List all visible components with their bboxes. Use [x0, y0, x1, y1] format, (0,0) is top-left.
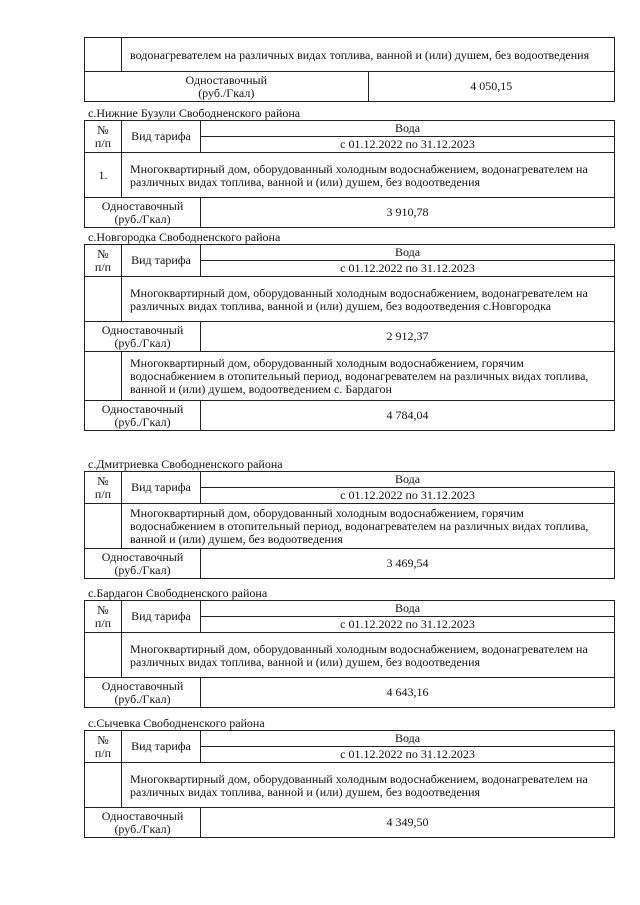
period-header: с 01.12.2022 по 31.12.2023	[201, 747, 615, 763]
tariff-value: 4 349,50	[201, 808, 615, 838]
number-header	[85, 601, 122, 633]
section-bardagon	[84, 586, 615, 708]
tariff-table	[84, 730, 615, 838]
period-header: с 01.12.2022 по 31.12.2023	[201, 488, 615, 504]
rate-label-text: Одноставочный (руб./Гкал)	[101, 808, 184, 836]
rate-label-text: Одноставочный (руб./Гкал)	[101, 401, 184, 429]
period-header: с 01.12.2022 по 31.12.2023	[201, 261, 615, 277]
consumer-description: Многоквартирный дом, оборудованный холодным водоснабжением, горячим водоснабжением в отопительный период, водонагревателем на различных видах топлива, ванной и (или) душем, без водоотведения	[122, 504, 615, 549]
row-number	[85, 763, 122, 808]
tariff-type-header: Вид тарифа	[122, 601, 201, 633]
rate-label	[85, 198, 201, 228]
section-caption: с.Новгородка Свободненского района	[88, 230, 281, 244]
consumer-description: Многоквартирный дом, оборудованный холодным водоснабжением, горячим водоснабжением в отопительный период, водонагревателем на различных видах топлива, ванной и (или) душем, водоотведением с. Бардагон	[122, 352, 615, 401]
tariff-type-header: Вид тарифа	[122, 472, 201, 504]
period-header: с 01.12.2022 по 31.12.2023	[201, 617, 615, 633]
tariff-type-header: Вид тарифа	[122, 245, 201, 277]
rate-label-text: Одноставочный (руб./Гкал)	[101, 678, 184, 706]
rate-label	[85, 401, 201, 431]
tariff-table	[84, 244, 615, 431]
consumer-description: Многоквартирный дом, оборудованный холодным водоснабжением, водонагревателем на различных видах топлива, ванной и (или) душем, без водоотведения	[122, 153, 615, 198]
tariff-type-header: Вид тарифа	[122, 121, 201, 153]
section-novgorodka	[84, 230, 615, 431]
number-header-text: № п/п	[94, 602, 112, 630]
resource-header: Вода	[201, 601, 615, 617]
resource-header: Вода	[201, 472, 615, 488]
tariff-table	[84, 120, 615, 228]
section-caption: с.Бардагон Свободненского района	[88, 586, 268, 600]
number-header	[85, 472, 122, 504]
row-number	[85, 277, 122, 322]
rate-label-text: Одноставочный (руб./Гкал)	[101, 198, 184, 226]
row-number: 1.	[85, 153, 122, 198]
continuation-table-block	[84, 37, 615, 102]
number-header	[85, 121, 122, 153]
period-header: с 01.12.2022 по 31.12.2023	[201, 137, 615, 153]
section-sychevka	[84, 716, 615, 838]
rate-label	[85, 322, 201, 352]
rate-label	[85, 72, 369, 102]
number-header-text: № п/п	[94, 246, 112, 274]
section-caption: с.Сычевка Свободненского района	[88, 716, 265, 730]
number-header-text: № п/п	[94, 473, 112, 501]
number-header-text: № п/п	[94, 732, 112, 760]
consumer-description: Многоквартирный дом, оборудованный холодным водоснабжением, водонагревателем на различных видах топлива, ванной и (или) душем, без водоотведения	[122, 633, 615, 678]
number-cell	[85, 38, 122, 72]
rate-label-text: Одноставочный (руб./Гкал)	[101, 549, 184, 577]
number-header	[85, 245, 122, 277]
row-number	[85, 352, 122, 401]
row-number	[85, 504, 122, 549]
rate-label-text: Одноставочный (руб./Гкал)	[185, 72, 268, 100]
tariff-value: 4 784,04	[201, 401, 615, 431]
section-caption: с.Дмитриевка Свободненского района	[88, 457, 283, 471]
rate-label	[85, 549, 201, 579]
tariff-table	[84, 471, 615, 579]
row-number	[85, 633, 122, 678]
number-header	[85, 731, 122, 763]
rate-label	[85, 808, 201, 838]
tariff-value: 3 469,54	[201, 549, 615, 579]
consumer-description: Многоквартирный дом, оборудованный холодным водоснабжением, водонагревателем на различных видах топлива, ванной и (или) душем, без водоотведения	[122, 763, 615, 808]
resource-header: Вода	[201, 121, 615, 137]
section-caption: с.Нижние Бузули Свободненского района	[88, 106, 301, 120]
rate-label	[85, 678, 201, 708]
resource-header: Вода	[201, 245, 615, 261]
tariff-table	[84, 37, 615, 102]
section-dmitrievka	[84, 457, 615, 579]
tariff-type-header: Вид тарифа	[122, 731, 201, 763]
rate-label-text: Одноставочный (руб./Гкал)	[101, 322, 184, 350]
consumer-description: водонагревателем на различных видах топлива, ванной и (или) душем, без водоотведения	[122, 38, 615, 72]
tariff-value: 3 910,78	[201, 198, 615, 228]
section-nizhnie-buzuli	[84, 106, 615, 228]
number-header-text: № п/п	[94, 122, 112, 150]
tariff-value: 4 050,15	[368, 72, 615, 102]
tariff-value: 4 643,16	[201, 678, 615, 708]
tariff-table	[84, 600, 615, 708]
consumer-description: Многоквартирный дом, оборудованный холодным водоснабжением, водонагревателем на различных видах топлива, ванной и (или) душем, без водоотведения с.Новгородка	[122, 277, 615, 322]
tariff-value: 2 912,37	[201, 322, 615, 352]
resource-header: Вода	[201, 731, 615, 747]
